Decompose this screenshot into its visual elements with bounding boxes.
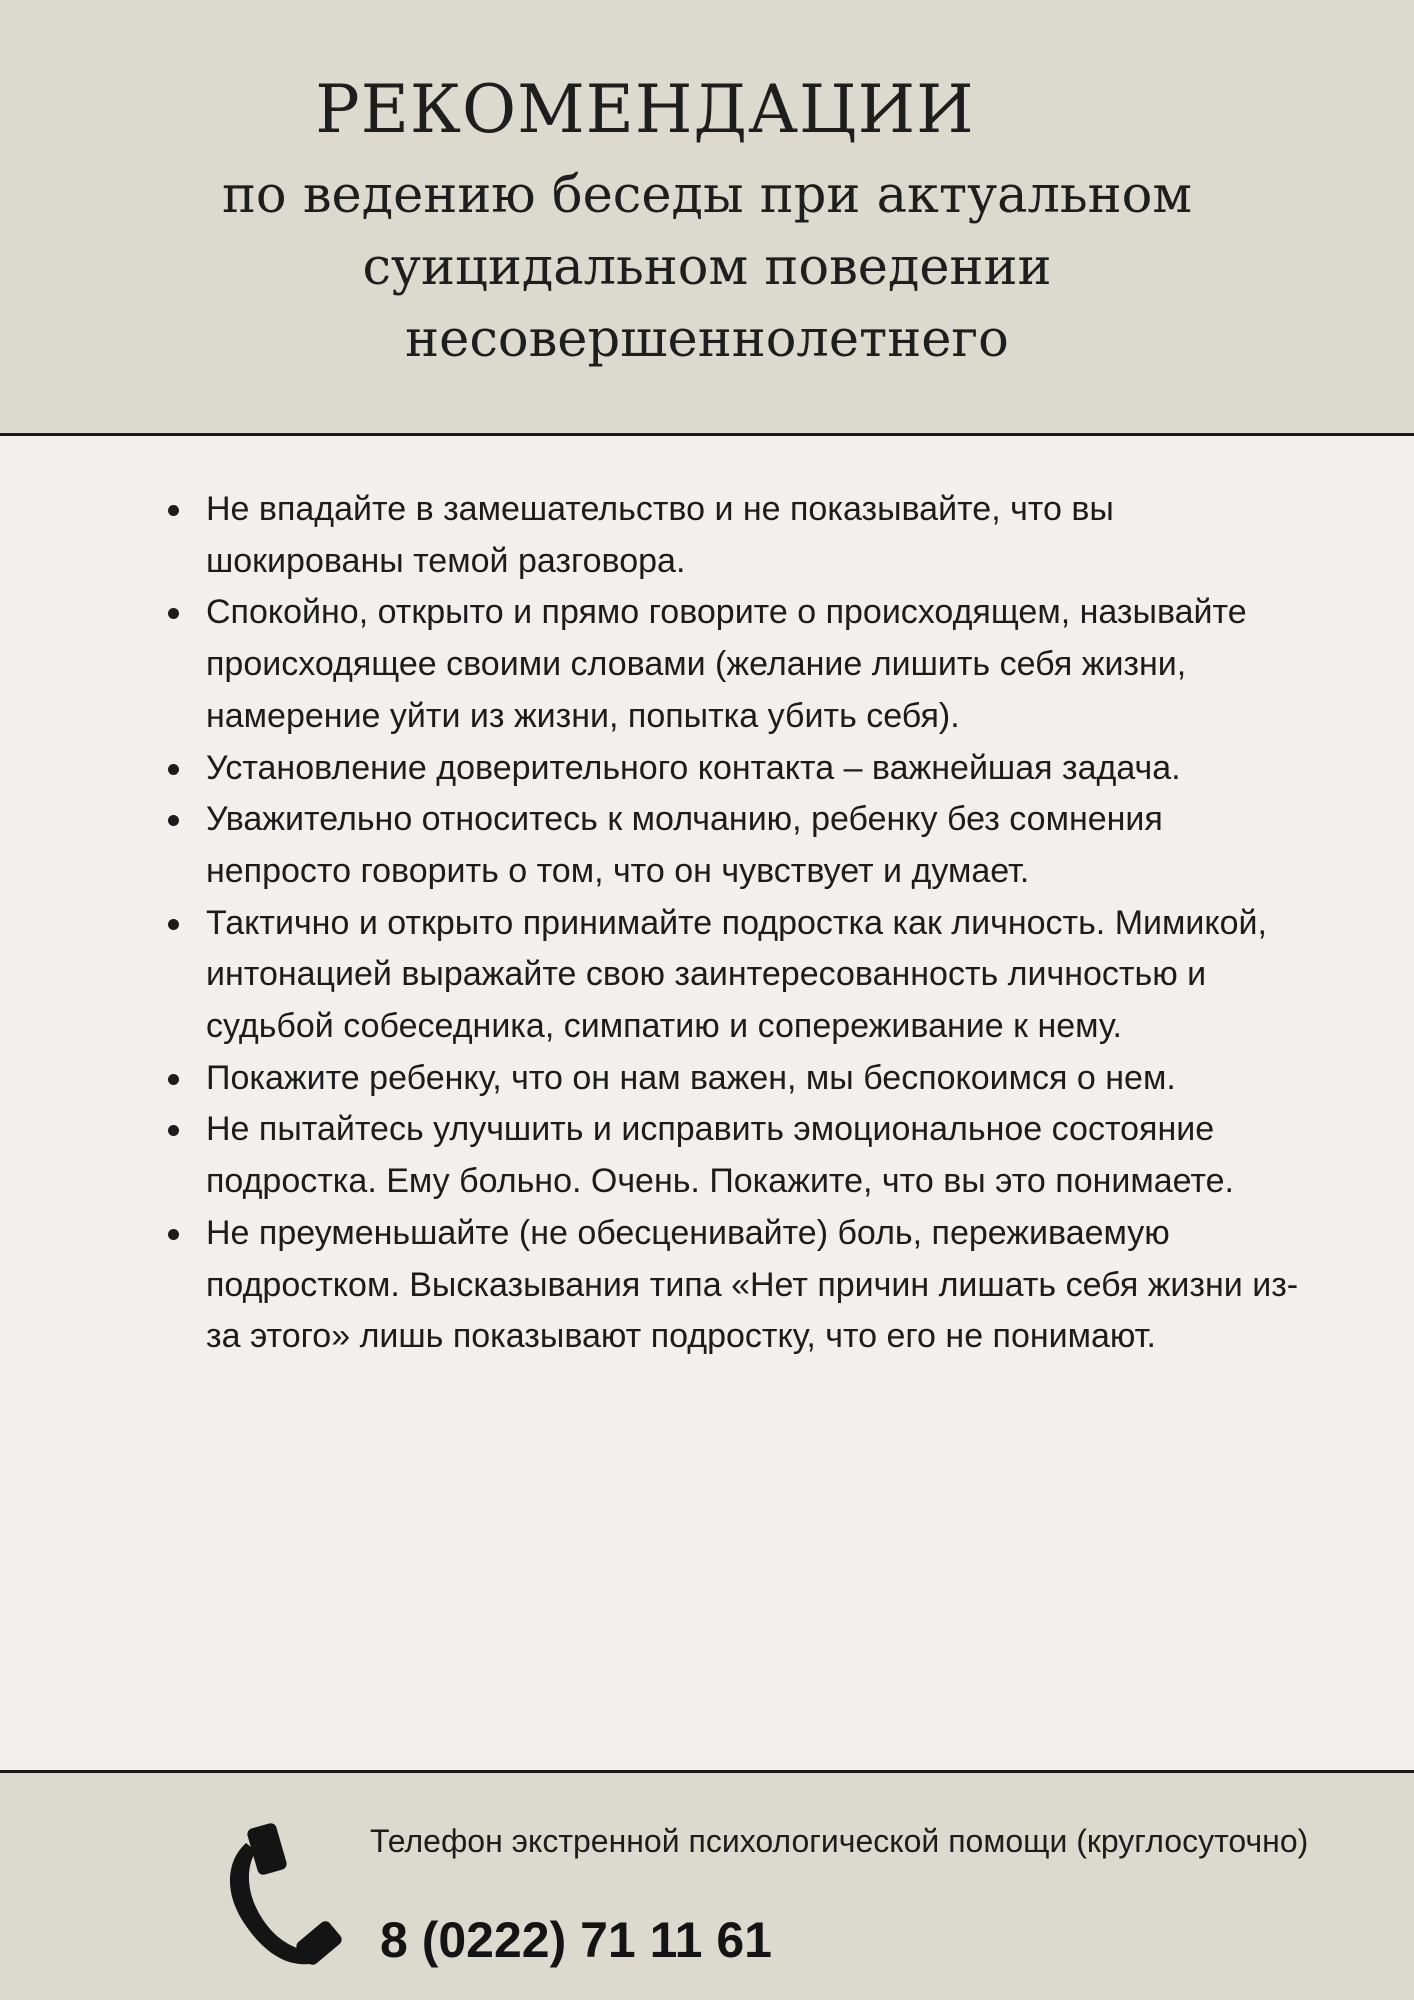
bullet-icon xyxy=(168,764,179,775)
list-item-text: Тактично и открыто принимайте подростка как личность. Мимикой, интонацией выражайте свою заинтересованность личностью и судьбой собеседника, симпатию и сопереживание к нему. xyxy=(206,903,1267,1046)
subtitle-line: по ведению беседы при актуальном xyxy=(221,166,1193,225)
list-item xyxy=(160,1208,1300,1363)
list-item xyxy=(160,898,1300,1053)
page-title: РЕКОМЕНДАЦИИ xyxy=(315,71,975,148)
bullet-icon xyxy=(168,1229,179,1240)
bullet-icon xyxy=(168,1074,179,1085)
hotline-number[interactable]: 8 (0222) 71 11 61 xyxy=(380,1912,772,1968)
list-item xyxy=(160,743,1300,795)
recommendations-section xyxy=(0,436,1414,1770)
list-item xyxy=(160,484,1300,587)
bullet-icon xyxy=(168,919,179,930)
list-item-text: Уважительно относитесь к молчанию, ребенку без сомнения непросто говорить о том, что он чувствует и думает. xyxy=(206,800,1163,890)
phone-handset-icon xyxy=(222,1823,342,1973)
list-item-text: Спокойно, открыто и прямо говорите о происходящем, называйте происходящее своими словами (желание лишить себя жизни, намерение уйти из жизни, попытка убить себя). xyxy=(206,593,1247,735)
list-item-text: Не пытайтесь улучшить и исправить эмоциональное состояние подростка. Ему больно. Очень. Покажите, что вы это понимаете. xyxy=(206,1110,1234,1201)
subtitle-line: суицидальном поведении xyxy=(362,238,1052,297)
bullet-icon xyxy=(168,815,179,826)
list-item xyxy=(160,1053,1300,1105)
subtitle-line: несовершеннолетнего xyxy=(405,310,1009,369)
bullet-icon xyxy=(168,608,179,619)
list-item-text: Установление доверительного контакта – важнейшая задача. xyxy=(206,748,1181,787)
list-item xyxy=(160,1104,1300,1207)
hotline-footer xyxy=(0,1770,1414,2000)
list-item xyxy=(160,794,1300,897)
hotline-label: Телефон экстренной психологической помощи (круглосуточно) xyxy=(370,1823,1309,1859)
list-item-text: Покажите ребенку, что он нам важен, мы беспокоимся о нем. xyxy=(206,1058,1176,1097)
list-item-text: Не преуменьшайте (не обесценивайте) боль, переживаемую подростком. Высказывания типа «Нет причин лишать себя жизни из-за этого» лишь показывают подростку, что его не понимают. xyxy=(206,1213,1299,1356)
bullet-icon xyxy=(168,1125,179,1136)
page-subtitle xyxy=(0,160,1414,376)
list-item-text: Не впадайте в замешательство и не показывайте, что вы шокированы темой разговора. xyxy=(206,490,1114,580)
list-item xyxy=(160,587,1300,742)
recommendations-list xyxy=(160,484,1300,1363)
header-section xyxy=(0,0,1414,436)
bullet-icon xyxy=(168,505,179,516)
